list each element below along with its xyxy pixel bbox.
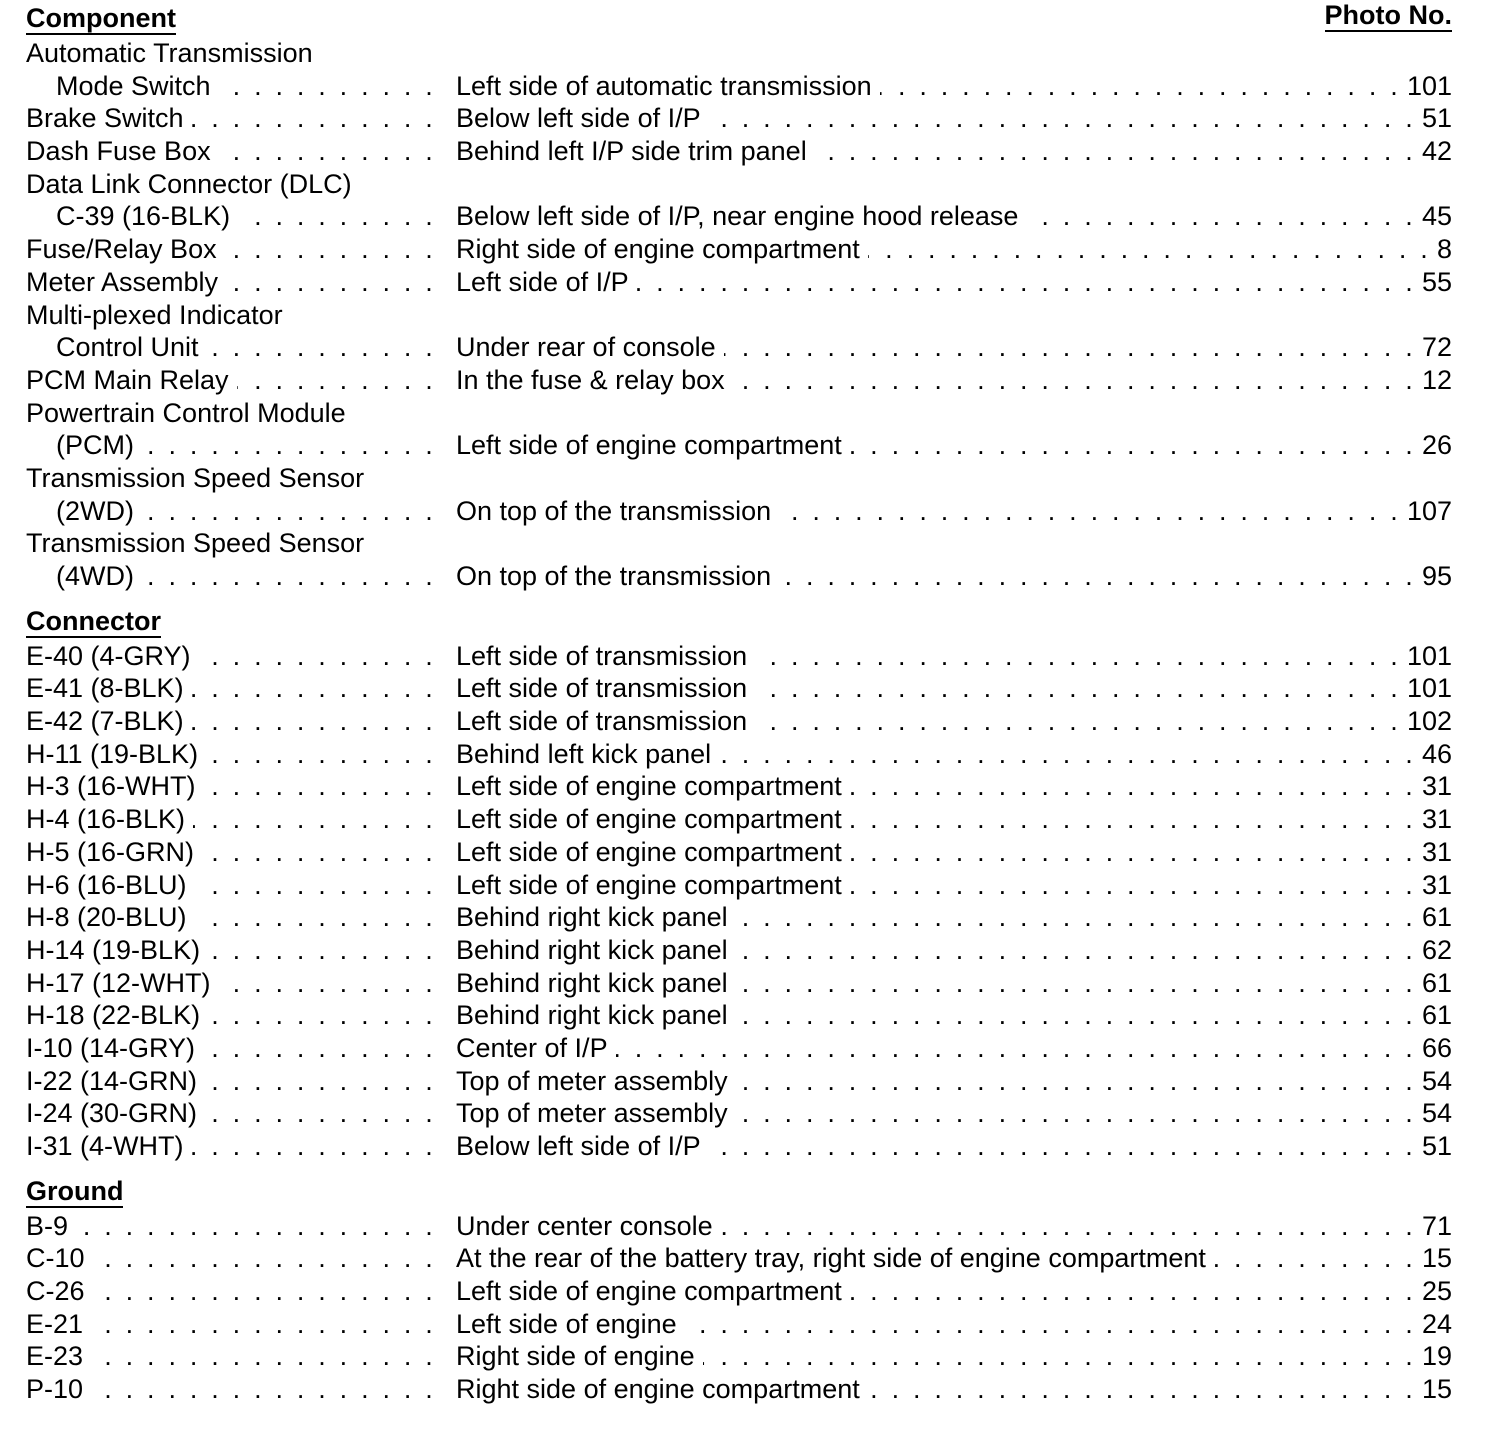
entry-name-cell <box>26 1210 436 1243</box>
entry-location-cell <box>436 640 1452 673</box>
component-heading: Component <box>26 3 176 33</box>
dot-leader <box>93 1275 436 1308</box>
entry-name-cell <box>26 672 436 705</box>
dot-leader <box>850 836 1416 869</box>
entry-location: On top of the transmission <box>456 495 772 526</box>
entry-location-cell <box>436 836 1452 869</box>
entry-location-cell <box>436 770 1452 803</box>
entry-name-cell <box>26 1308 436 1341</box>
table-row <box>26 738 1452 771</box>
photo-number: 101 <box>1406 70 1452 101</box>
table-row <box>26 1242 1452 1275</box>
entry-location: Behind right kick panel <box>456 934 728 965</box>
table-row <box>26 331 1452 364</box>
table-row <box>26 1373 1452 1406</box>
dot-leader <box>868 1373 1416 1406</box>
entry-location: Left side of engine compartment <box>456 1276 842 1307</box>
entry-name-cell <box>26 233 436 266</box>
entry-location: Under center console <box>456 1210 713 1241</box>
dot-leader <box>192 705 436 738</box>
table-row <box>26 266 1452 299</box>
entry-name-cell <box>26 200 436 233</box>
photo-number: 54 <box>1421 1098 1452 1129</box>
entry-name-cell <box>26 738 436 771</box>
dot-leader <box>736 1065 1416 1098</box>
entry-name-cell <box>26 705 436 738</box>
entry-location-cell <box>436 1275 1452 1308</box>
entry-location: Below left side of I/P <box>456 1131 701 1161</box>
entry-location-cell <box>436 1130 1452 1163</box>
entry-name-cell <box>26 967 436 1000</box>
photo-number: 55 <box>1421 266 1452 297</box>
dot-leader <box>199 640 436 673</box>
dot-leader <box>219 967 436 1000</box>
dot-leader <box>721 1210 1416 1243</box>
photo-number: 95 <box>1421 561 1452 591</box>
dot-leader <box>142 560 436 593</box>
entry-title-row <box>26 168 1452 201</box>
entry-name-cell <box>26 1032 436 1065</box>
dot-leader <box>195 869 436 902</box>
table-row <box>26 770 1452 803</box>
dot-leader <box>850 770 1416 803</box>
entry-location-cell <box>436 869 1452 902</box>
entry-location-cell <box>436 200 1452 233</box>
dot-leader <box>237 364 436 397</box>
entry-location: At the rear of the battery tray, right side of engine compartment <box>456 1243 1206 1274</box>
table-row <box>26 999 1452 1032</box>
entry-name: Fuse/Relay Box <box>26 234 217 265</box>
entry-location: Left side of transmission <box>456 673 748 704</box>
entry-name: C-10 <box>26 1243 85 1274</box>
table-row <box>26 1210 1452 1243</box>
entry-location: Behind right kick panel <box>456 902 728 933</box>
entry-name-cell <box>26 640 436 673</box>
entry-location-cell <box>436 560 1452 593</box>
dot-leader <box>207 331 436 364</box>
entry-location: Left side of engine compartment <box>456 869 842 900</box>
dot-leader <box>850 803 1416 836</box>
dot-leader <box>91 1373 436 1406</box>
dot-leader <box>616 1032 1416 1065</box>
dot-leader <box>219 135 436 168</box>
table-row <box>26 1065 1452 1098</box>
entry-name: E-21 <box>26 1308 84 1339</box>
photo-number: 61 <box>1421 902 1452 933</box>
photo-number: 102 <box>1406 706 1452 737</box>
entry-name: C-39 (16-BLK) <box>56 201 231 232</box>
entry-name-cell <box>26 266 436 299</box>
table-row <box>26 560 1452 593</box>
entry-location: Left side of engine <box>456 1308 677 1339</box>
entry-name-cell <box>26 999 436 1032</box>
entry-name: H-6 (16-BLU) <box>26 869 187 900</box>
entry-name: Meter Assembly <box>26 266 219 297</box>
connectors-list <box>26 640 1452 1163</box>
photo-number: 71 <box>1421 1210 1452 1241</box>
entry-location: Behind left kick panel <box>456 738 712 769</box>
dot-leader <box>76 1210 436 1243</box>
photo-number: 8 <box>1436 234 1452 265</box>
dot-leader <box>219 70 436 103</box>
entry-location: Right side of engine <box>456 1341 695 1372</box>
dot-leader <box>880 70 1401 103</box>
entry-location-cell <box>436 1065 1452 1098</box>
dot-leader <box>202 836 436 869</box>
entry-name-cell <box>26 331 436 364</box>
entry-title-row <box>26 462 1452 495</box>
photo-number: 72 <box>1421 332 1452 363</box>
entry-name-cell <box>26 429 436 462</box>
entry-name: H-4 (16-BLK) <box>26 804 186 835</box>
entry-name: Dash Fuse Box <box>26 136 211 167</box>
entry-location: Below left side of I/P, near engine hood release <box>456 201 1019 232</box>
dot-leader <box>815 135 1416 168</box>
dot-leader <box>779 560 1416 593</box>
entry-name-cell <box>26 1373 436 1406</box>
dot-leader <box>208 934 436 967</box>
entry-title: Transmission Speed Sensor <box>26 528 365 559</box>
entry-location-cell <box>436 102 1452 135</box>
entry-name-cell <box>26 102 436 135</box>
entry-name: H-14 (19-BLK) <box>26 934 201 965</box>
entry-location: Left side of engine compartment <box>456 430 842 461</box>
entry-location-cell <box>436 967 1452 1000</box>
entry-location: On top of the transmission <box>456 561 772 591</box>
table-row <box>26 640 1452 673</box>
dot-leader <box>206 738 436 771</box>
entry-location: Center of I/P <box>456 1032 608 1063</box>
table-row <box>26 705 1452 738</box>
entry-location-cell <box>436 364 1452 397</box>
table-row <box>26 135 1452 168</box>
entry-name: I-24 (30-GRN) <box>26 1098 198 1129</box>
dot-leader <box>868 233 1431 266</box>
dot-leader <box>755 705 1401 738</box>
photo-number: 31 <box>1421 836 1452 867</box>
ground-heading: Ground <box>26 1175 124 1206</box>
entry-location-cell <box>436 901 1452 934</box>
photo-number: 51 <box>1421 1131 1452 1161</box>
entry-name-cell <box>26 869 436 902</box>
dot-leader <box>850 869 1416 902</box>
table-row <box>26 967 1452 1000</box>
entry-name: I-31 (4-WHT) <box>26 1131 184 1161</box>
photo-number: 25 <box>1421 1276 1452 1307</box>
entry-name-cell <box>26 495 436 528</box>
table-row <box>26 1340 1452 1373</box>
entry-location-cell <box>436 70 1452 103</box>
entry-location: Right side of engine compartment <box>456 234 860 265</box>
entry-name: Brake Switch <box>26 103 184 134</box>
entry-location-cell <box>436 233 1452 266</box>
entry-name: H-5 (16-GRN) <box>26 836 195 867</box>
entry-title: Data Link Connector (DLC) <box>26 168 352 199</box>
photo-number: 31 <box>1421 771 1452 802</box>
dot-leader <box>192 102 436 135</box>
entry-name: H-8 (20-BLU) <box>26 902 187 933</box>
photo-number: 15 <box>1421 1243 1452 1274</box>
entry-name: I-22 (14-GRN) <box>26 1065 198 1096</box>
entry-title-row <box>26 527 1452 560</box>
entry-location: Top of meter assembly <box>456 1065 728 1096</box>
photo-number: 46 <box>1421 738 1452 769</box>
dot-leader <box>685 1308 1416 1341</box>
entry-title-row <box>26 397 1452 430</box>
entry-title-row <box>26 37 1452 70</box>
entry-location-cell <box>436 672 1452 705</box>
entry-name-cell <box>26 1275 436 1308</box>
entry-location: Behind right kick panel <box>456 1000 728 1031</box>
entry-name: E-23 <box>26 1341 84 1372</box>
entry-location-cell <box>436 1242 1452 1275</box>
photo-number: 12 <box>1421 364 1452 395</box>
dot-leader <box>736 999 1416 1032</box>
components-list <box>26 37 1452 593</box>
dot-leader <box>192 1130 437 1163</box>
entry-name: P-10 <box>26 1374 84 1405</box>
table-row <box>26 429 1452 462</box>
photo-number: 101 <box>1406 673 1452 704</box>
entry-location: Left side of automatic transmission <box>456 70 872 101</box>
table-row <box>26 836 1452 869</box>
entry-name-cell <box>26 135 436 168</box>
entry-location: Behind left I/P side trim panel <box>456 136 807 167</box>
entry-title: Multi-plexed Indicator <box>26 299 283 330</box>
dot-leader <box>703 1340 1416 1373</box>
entry-name-cell <box>26 364 436 397</box>
entry-name-cell <box>26 1097 436 1130</box>
ground-header <box>26 1173 1452 1210</box>
dot-leader <box>736 901 1416 934</box>
entry-location-cell <box>436 1097 1452 1130</box>
entry-name: E-41 (8-BLK) <box>26 673 184 704</box>
dot-leader <box>195 901 436 934</box>
entry-name: (PCM) <box>56 430 134 461</box>
dot-leader <box>193 803 436 836</box>
entry-title-row <box>26 299 1452 332</box>
connector-heading: Connector <box>26 605 161 636</box>
entry-location: Right side of engine compartment <box>456 1374 860 1405</box>
dot-leader <box>205 1097 436 1130</box>
entry-name-cell <box>26 934 436 967</box>
entry-name: E-42 (7-BLK) <box>26 706 184 737</box>
photo-number: 101 <box>1406 640 1452 671</box>
table-row <box>26 364 1452 397</box>
table-row <box>26 70 1452 103</box>
entry-name: E-40 (4-GRY) <box>26 640 191 671</box>
entry-location-cell <box>436 1373 1452 1406</box>
dot-leader <box>93 1242 436 1275</box>
table-row <box>26 901 1452 934</box>
dot-leader <box>709 1130 1416 1163</box>
entry-location: Under rear of console <box>456 332 716 363</box>
dot-leader <box>850 429 1416 462</box>
table-row <box>26 869 1452 902</box>
entry-location-cell <box>436 495 1452 528</box>
dot-leader <box>204 770 437 803</box>
entry-location: Left side of engine compartment <box>456 836 842 867</box>
component-header <box>26 0 1452 37</box>
entry-location-cell <box>436 1210 1452 1243</box>
entry-name-cell <box>26 1130 436 1163</box>
entry-name: I-10 (14-GRY) <box>26 1032 196 1063</box>
dot-leader <box>226 266 436 299</box>
entry-title: Powertrain Control Module <box>26 397 346 428</box>
dot-leader <box>238 200 436 233</box>
entry-name: C-26 <box>26 1276 85 1307</box>
dot-leader <box>736 934 1416 967</box>
photo-number: 66 <box>1421 1032 1452 1063</box>
dot-leader <box>1026 200 1416 233</box>
table-row <box>26 233 1452 266</box>
dot-leader <box>142 495 436 528</box>
photo-number: 15 <box>1421 1374 1452 1405</box>
entry-title: Transmission Speed Sensor <box>26 462 365 493</box>
entry-title: Automatic Transmission <box>26 38 313 68</box>
entry-location-cell <box>436 934 1452 967</box>
table-row <box>26 1275 1452 1308</box>
entry-name: (2WD) <box>56 495 134 526</box>
photo-number: 51 <box>1421 103 1452 134</box>
dot-leader <box>142 429 436 462</box>
entry-location: Left side of engine compartment <box>456 804 842 835</box>
entry-name: H-3 (16-WHT) <box>26 771 196 802</box>
photo-number: 54 <box>1421 1065 1452 1096</box>
dot-leader <box>755 640 1401 673</box>
entry-location: In the fuse & relay box <box>456 364 725 395</box>
table-row <box>26 200 1452 233</box>
photo-number: 31 <box>1421 869 1452 900</box>
dot-leader <box>709 102 1416 135</box>
dot-leader <box>850 1275 1416 1308</box>
entry-name: H-11 (19-BLK) <box>26 738 199 769</box>
photo-number: 107 <box>1406 495 1452 526</box>
dot-leader <box>203 1032 436 1065</box>
dot-leader <box>779 495 1401 528</box>
entry-name-cell <box>26 70 436 103</box>
component-locator-page <box>26 0 1452 1406</box>
entry-location-cell <box>436 738 1452 771</box>
dot-leader <box>724 331 1416 364</box>
table-row <box>26 934 1452 967</box>
entry-location-cell <box>436 429 1452 462</box>
entry-location-cell <box>436 999 1452 1032</box>
entry-name: (4WD) <box>56 561 134 591</box>
dot-leader <box>1214 1242 1416 1275</box>
table-row <box>26 1308 1452 1341</box>
photo-number: 24 <box>1421 1308 1452 1339</box>
entry-location-cell <box>436 803 1452 836</box>
photo-number: 42 <box>1421 136 1452 167</box>
dot-leader <box>755 672 1401 705</box>
photo-number: 45 <box>1421 201 1452 232</box>
grounds-list <box>26 1210 1452 1406</box>
entry-location-cell <box>436 135 1452 168</box>
entry-location-cell <box>436 1308 1452 1341</box>
entry-location: Behind right kick panel <box>456 967 728 998</box>
entry-location: Left side of I/P <box>456 266 629 297</box>
table-row <box>26 102 1452 135</box>
dot-leader <box>208 999 436 1032</box>
entry-name: Mode Switch <box>56 70 211 101</box>
photo-number: 31 <box>1421 804 1452 835</box>
dot-leader <box>205 1065 436 1098</box>
photo-number: 61 <box>1421 967 1452 998</box>
entry-name-cell <box>26 836 436 869</box>
entry-location: Top of meter assembly <box>456 1098 728 1129</box>
table-row <box>26 1032 1452 1065</box>
entry-location-cell <box>436 266 1452 299</box>
photo-no-heading: Photo No. <box>1324 0 1452 30</box>
entry-location: Below left side of I/P <box>456 103 701 134</box>
entry-name: Control Unit <box>56 332 199 363</box>
dot-leader <box>192 672 436 705</box>
table-row <box>26 1130 1452 1163</box>
table-row <box>26 495 1452 528</box>
dot-leader <box>225 233 436 266</box>
entry-location-cell <box>436 331 1452 364</box>
entry-name-cell <box>26 770 436 803</box>
entry-location-cell <box>436 1032 1452 1065</box>
table-row <box>26 1097 1452 1130</box>
entry-name-cell <box>26 1065 436 1098</box>
photo-number: 62 <box>1421 934 1452 965</box>
entry-location: Left side of engine compartment <box>456 771 842 802</box>
entry-name-cell <box>26 803 436 836</box>
entry-location: Left side of transmission <box>456 640 748 671</box>
entry-name: H-18 (22-BLK) <box>26 1000 201 1031</box>
entry-name-cell <box>26 1340 436 1373</box>
dot-leader <box>736 967 1416 1000</box>
dot-leader <box>736 1097 1416 1130</box>
entry-name-cell <box>26 901 436 934</box>
photo-number: 26 <box>1421 430 1452 461</box>
photo-number: 61 <box>1421 1000 1452 1031</box>
entry-location-cell <box>436 1340 1452 1373</box>
entry-location-cell <box>436 705 1452 738</box>
entry-name: PCM Main Relay <box>26 364 229 395</box>
entry-name: H-17 (12-WHT) <box>26 967 211 998</box>
entry-location: Left side of transmission <box>456 706 748 737</box>
table-row <box>26 672 1452 705</box>
entry-name: B-9 <box>26 1210 69 1241</box>
dot-leader <box>733 364 1416 397</box>
dot-leader <box>719 738 1416 771</box>
entry-name-cell <box>26 560 436 593</box>
dot-leader <box>91 1308 436 1341</box>
connector-header <box>26 603 1452 640</box>
dot-leader <box>637 266 1416 299</box>
table-row <box>26 803 1452 836</box>
photo-number: 19 <box>1421 1341 1452 1372</box>
entry-name-cell <box>26 1242 436 1275</box>
dot-leader <box>91 1340 436 1373</box>
